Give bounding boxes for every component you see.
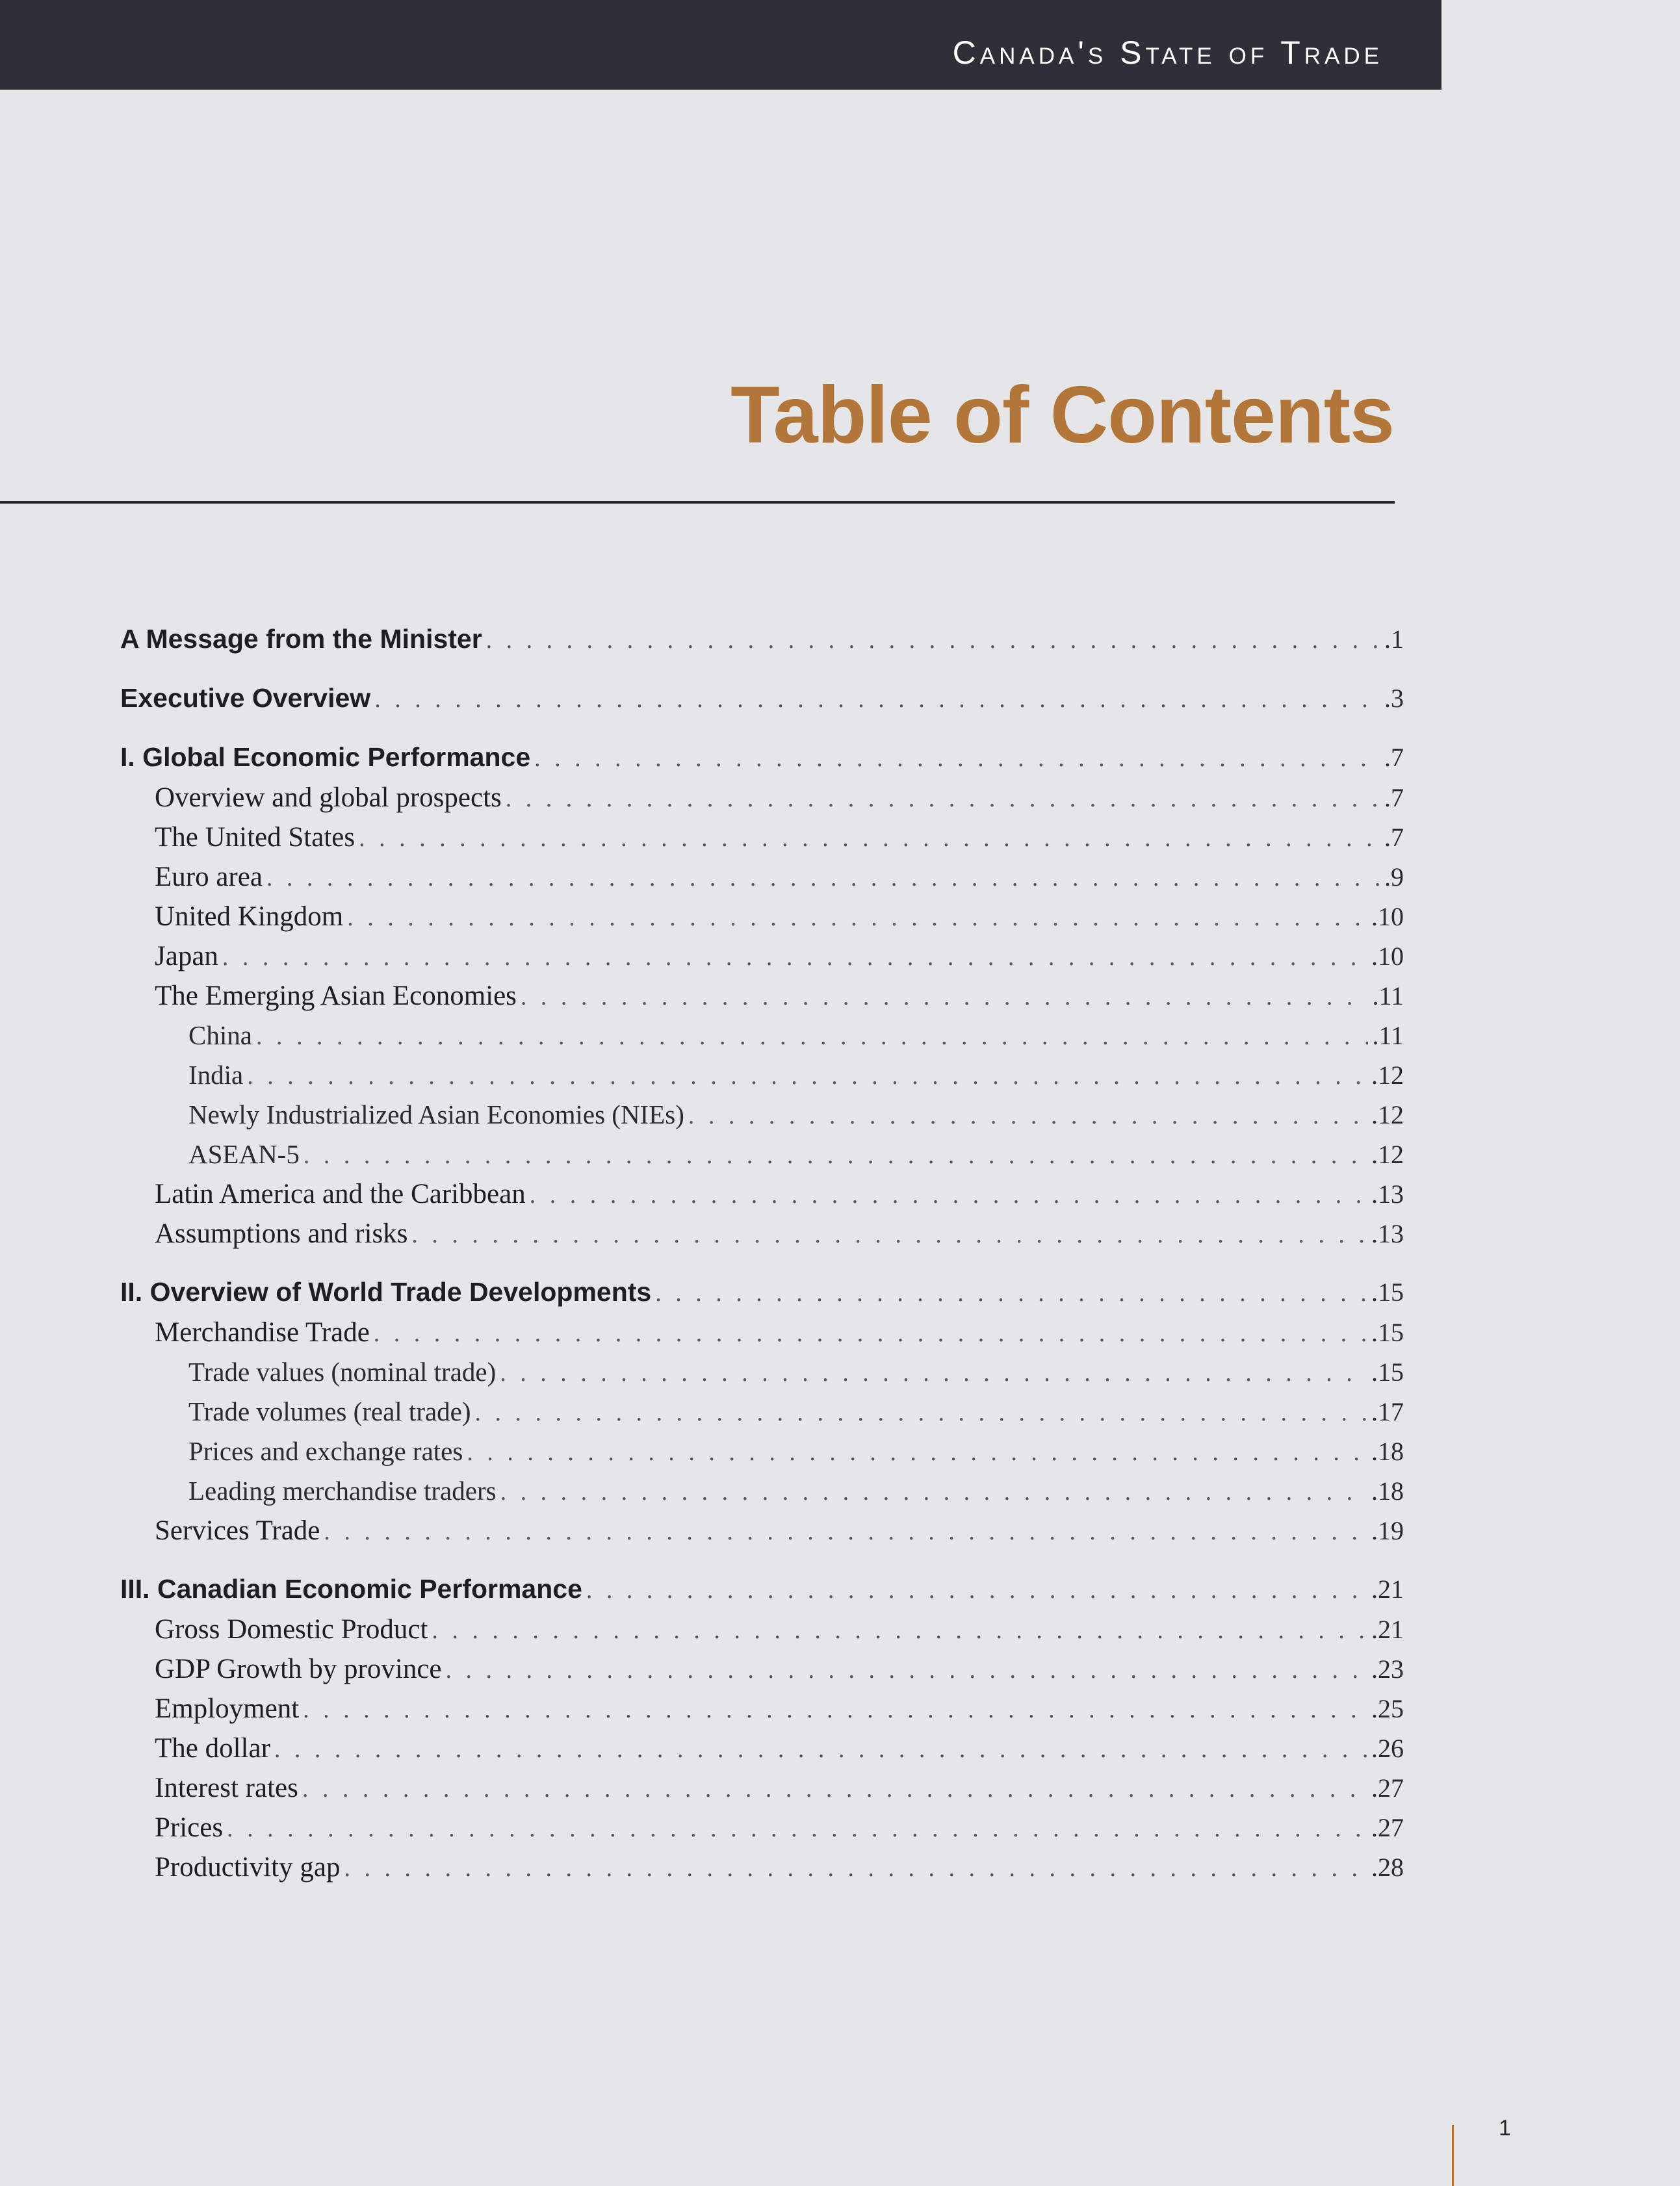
toc-entry-label: I. Global Economic Performance <box>120 742 531 772</box>
toc-entry[interactable] <box>0 1059 1404 1099</box>
title-divider <box>0 501 1395 504</box>
toc-entry[interactable] <box>0 1138 1404 1178</box>
toc-dot-leader <box>506 784 1380 813</box>
toc-entry-label: Merchandise Trade <box>155 1317 370 1348</box>
toc-dot-leader <box>521 983 1369 1011</box>
toc-entry-label: The United States <box>155 822 355 853</box>
toc-entry[interactable] <box>0 1732 1404 1772</box>
toc-entry-page: .13 <box>1371 1179 1404 1209</box>
toc-entry-page: .10 <box>1371 942 1404 971</box>
toc-entry-label: A Message from the Minister <box>120 624 482 654</box>
toc-entry-label: China <box>188 1020 252 1050</box>
toc-entry-page: .13 <box>1371 1219 1404 1248</box>
toc-entry-label: Services Trade <box>155 1515 320 1546</box>
page-number: 1 <box>1499 2116 1511 2141</box>
toc-entry[interactable] <box>0 1099 1404 1138</box>
page-title: Table of Contents <box>730 370 1394 460</box>
toc-dot-leader <box>303 1695 1367 1724</box>
toc-entry-label: II. Overview of World Trade Developments <box>120 1277 652 1307</box>
toc-entry-page: .12 <box>1371 1061 1404 1090</box>
toc-entry-page: .7 <box>1384 783 1404 812</box>
toc-entry-page: .27 <box>1371 1773 1404 1803</box>
toc-entry-label: Newly Industrialized Asian Economies (NIEs) <box>188 1099 684 1129</box>
toc-entry[interactable] <box>0 1772 1404 1812</box>
toc-entry[interactable] <box>0 980 1404 1020</box>
toc-entry-label: Prices <box>155 1812 224 1843</box>
toc-dot-leader <box>359 824 1380 853</box>
toc-entry-page: .3 <box>1384 684 1404 713</box>
toc-entry-page: .19 <box>1371 1516 1404 1545</box>
toc-entry-label: India <box>188 1060 244 1090</box>
toc-entry-label: Trade values (nominal trade) <box>188 1357 497 1387</box>
toc-entry-page: .15 <box>1371 1318 1404 1347</box>
toc-entry-label: Employment <box>155 1693 300 1724</box>
toc-entry[interactable] <box>0 940 1404 980</box>
toc-dot-leader <box>411 1220 1367 1249</box>
toc-dot-leader <box>500 1478 1367 1506</box>
toc-dot-leader <box>374 1319 1367 1348</box>
toc-entry-label: Assumptions and risks <box>155 1218 408 1249</box>
toc-dot-leader <box>475 1398 1367 1427</box>
toc-dot-leader <box>446 1656 1368 1684</box>
toc-entry-label: Executive Overview <box>120 683 371 713</box>
toc-entry-label: Gross Domestic Product <box>155 1614 428 1645</box>
toc-entry[interactable] <box>0 1851 1404 1891</box>
toc-dot-leader <box>227 1814 1367 1843</box>
toc-entry-page: .21 <box>1371 1615 1404 1644</box>
toc-entry-page: .1 <box>1384 624 1404 654</box>
toc-entry-page: .27 <box>1371 1813 1404 1842</box>
toc-dot-leader <box>256 1022 1369 1051</box>
page-number-rule <box>1452 2125 1454 2186</box>
toc-entry-page: .18 <box>1371 1476 1404 1506</box>
toc-entry-label: Euro area <box>155 862 263 892</box>
toc-entry[interactable] <box>0 1178 1404 1218</box>
toc-entry[interactable] <box>0 1693 1404 1732</box>
toc-entry[interactable] <box>0 861 1404 901</box>
toc-entry-label: United Kingdom <box>155 901 344 932</box>
toc-entry[interactable] <box>0 1356 1404 1396</box>
toc-entry-page: .7 <box>1384 823 1404 852</box>
toc-dot-leader <box>222 943 1367 971</box>
toc-entry[interactable] <box>0 1614 1404 1653</box>
toc-entry-label: ASEAN-5 <box>188 1139 300 1169</box>
toc-dot-leader <box>304 1141 1367 1170</box>
toc-entry-label: Prices and exchange rates <box>188 1436 463 1466</box>
toc-entry-page: .15 <box>1371 1278 1404 1307</box>
toc-entry-page: .7 <box>1384 743 1404 772</box>
running-header-title: Canada's State of Trade <box>952 34 1383 71</box>
toc-entry[interactable] <box>0 1515 1404 1554</box>
table-of-contents <box>0 624 1404 1891</box>
toc-entry[interactable] <box>0 782 1404 821</box>
toc-entry-label: Interest rates <box>155 1773 298 1803</box>
toc-dot-leader <box>344 1854 1367 1883</box>
toc-entry-label: Productivity gap <box>155 1852 341 1883</box>
toc-entry-label: Overview and global prospects <box>155 782 502 813</box>
toc-entry[interactable] <box>0 1435 1404 1475</box>
toc-dot-leader <box>324 1517 1367 1546</box>
toc-dot-leader <box>530 1181 1367 1209</box>
toc-dot-leader <box>266 864 1380 892</box>
toc-entry-page: .11 <box>1372 981 1404 1010</box>
header-bar <box>0 0 1441 90</box>
toc-dot-leader <box>534 744 1380 773</box>
toc-entry-page: .12 <box>1371 1100 1404 1129</box>
toc-entry-page: .9 <box>1384 862 1404 892</box>
toc-dot-leader <box>688 1101 1367 1130</box>
toc-entry-label: Latin America and the Caribbean <box>155 1179 526 1209</box>
toc-entry-label: III. Canadian Economic Performance <box>120 1574 582 1604</box>
toc-dot-leader <box>500 1359 1367 1387</box>
toc-dot-leader <box>486 626 1380 654</box>
toc-entry-page: .10 <box>1371 902 1404 931</box>
toc-entry[interactable] <box>0 1653 1404 1693</box>
toc-entry-page: .15 <box>1371 1357 1404 1387</box>
toc-entry[interactable] <box>0 683 1404 723</box>
toc-entry[interactable] <box>0 901 1404 940</box>
toc-dot-leader <box>374 685 1380 714</box>
toc-dot-leader <box>467 1438 1367 1467</box>
toc-entry[interactable] <box>0 624 1404 663</box>
toc-entry-page: .25 <box>1371 1694 1404 1723</box>
toc-dot-leader <box>347 903 1367 932</box>
toc-entry-page: .21 <box>1371 1575 1404 1604</box>
toc-entry[interactable] <box>0 1812 1404 1851</box>
toc-entry-page: .11 <box>1372 1021 1404 1050</box>
toc-entry-label: GDP Growth by province <box>155 1654 442 1684</box>
toc-dot-leader <box>247 1062 1367 1090</box>
toc-dot-leader <box>302 1775 1367 1803</box>
toc-dot-leader <box>655 1279 1367 1307</box>
toc-entry-label: The dollar <box>155 1733 270 1764</box>
toc-entry[interactable] <box>0 821 1404 861</box>
toc-dot-leader <box>586 1576 1367 1604</box>
toc-entry[interactable] <box>0 1317 1404 1356</box>
toc-entry-label: The Emerging Asian Economies <box>155 981 517 1011</box>
toc-entry[interactable] <box>0 1020 1404 1059</box>
toc-entry-label: Trade volumes (real trade) <box>188 1396 471 1426</box>
toc-dot-leader <box>274 1735 1367 1764</box>
toc-entry[interactable] <box>0 1396 1404 1435</box>
toc-entry-page: .26 <box>1371 1734 1404 1763</box>
toc-dot-leader <box>432 1616 1367 1645</box>
toc-entry-page: .12 <box>1371 1140 1404 1169</box>
toc-entry[interactable] <box>0 1277 1404 1317</box>
toc-entry[interactable] <box>0 1218 1404 1257</box>
toc-entry-page: .18 <box>1371 1437 1404 1466</box>
toc-entry-label: Leading merchandise traders <box>188 1476 497 1506</box>
toc-entry-page: .17 <box>1371 1397 1404 1426</box>
toc-entry[interactable] <box>0 1475 1404 1515</box>
toc-entry-page: .28 <box>1371 1853 1404 1882</box>
toc-entry-label: Japan <box>155 941 218 971</box>
toc-entry[interactable] <box>0 742 1404 782</box>
toc-entry[interactable] <box>0 1574 1404 1614</box>
toc-entry-page: .23 <box>1371 1654 1404 1684</box>
